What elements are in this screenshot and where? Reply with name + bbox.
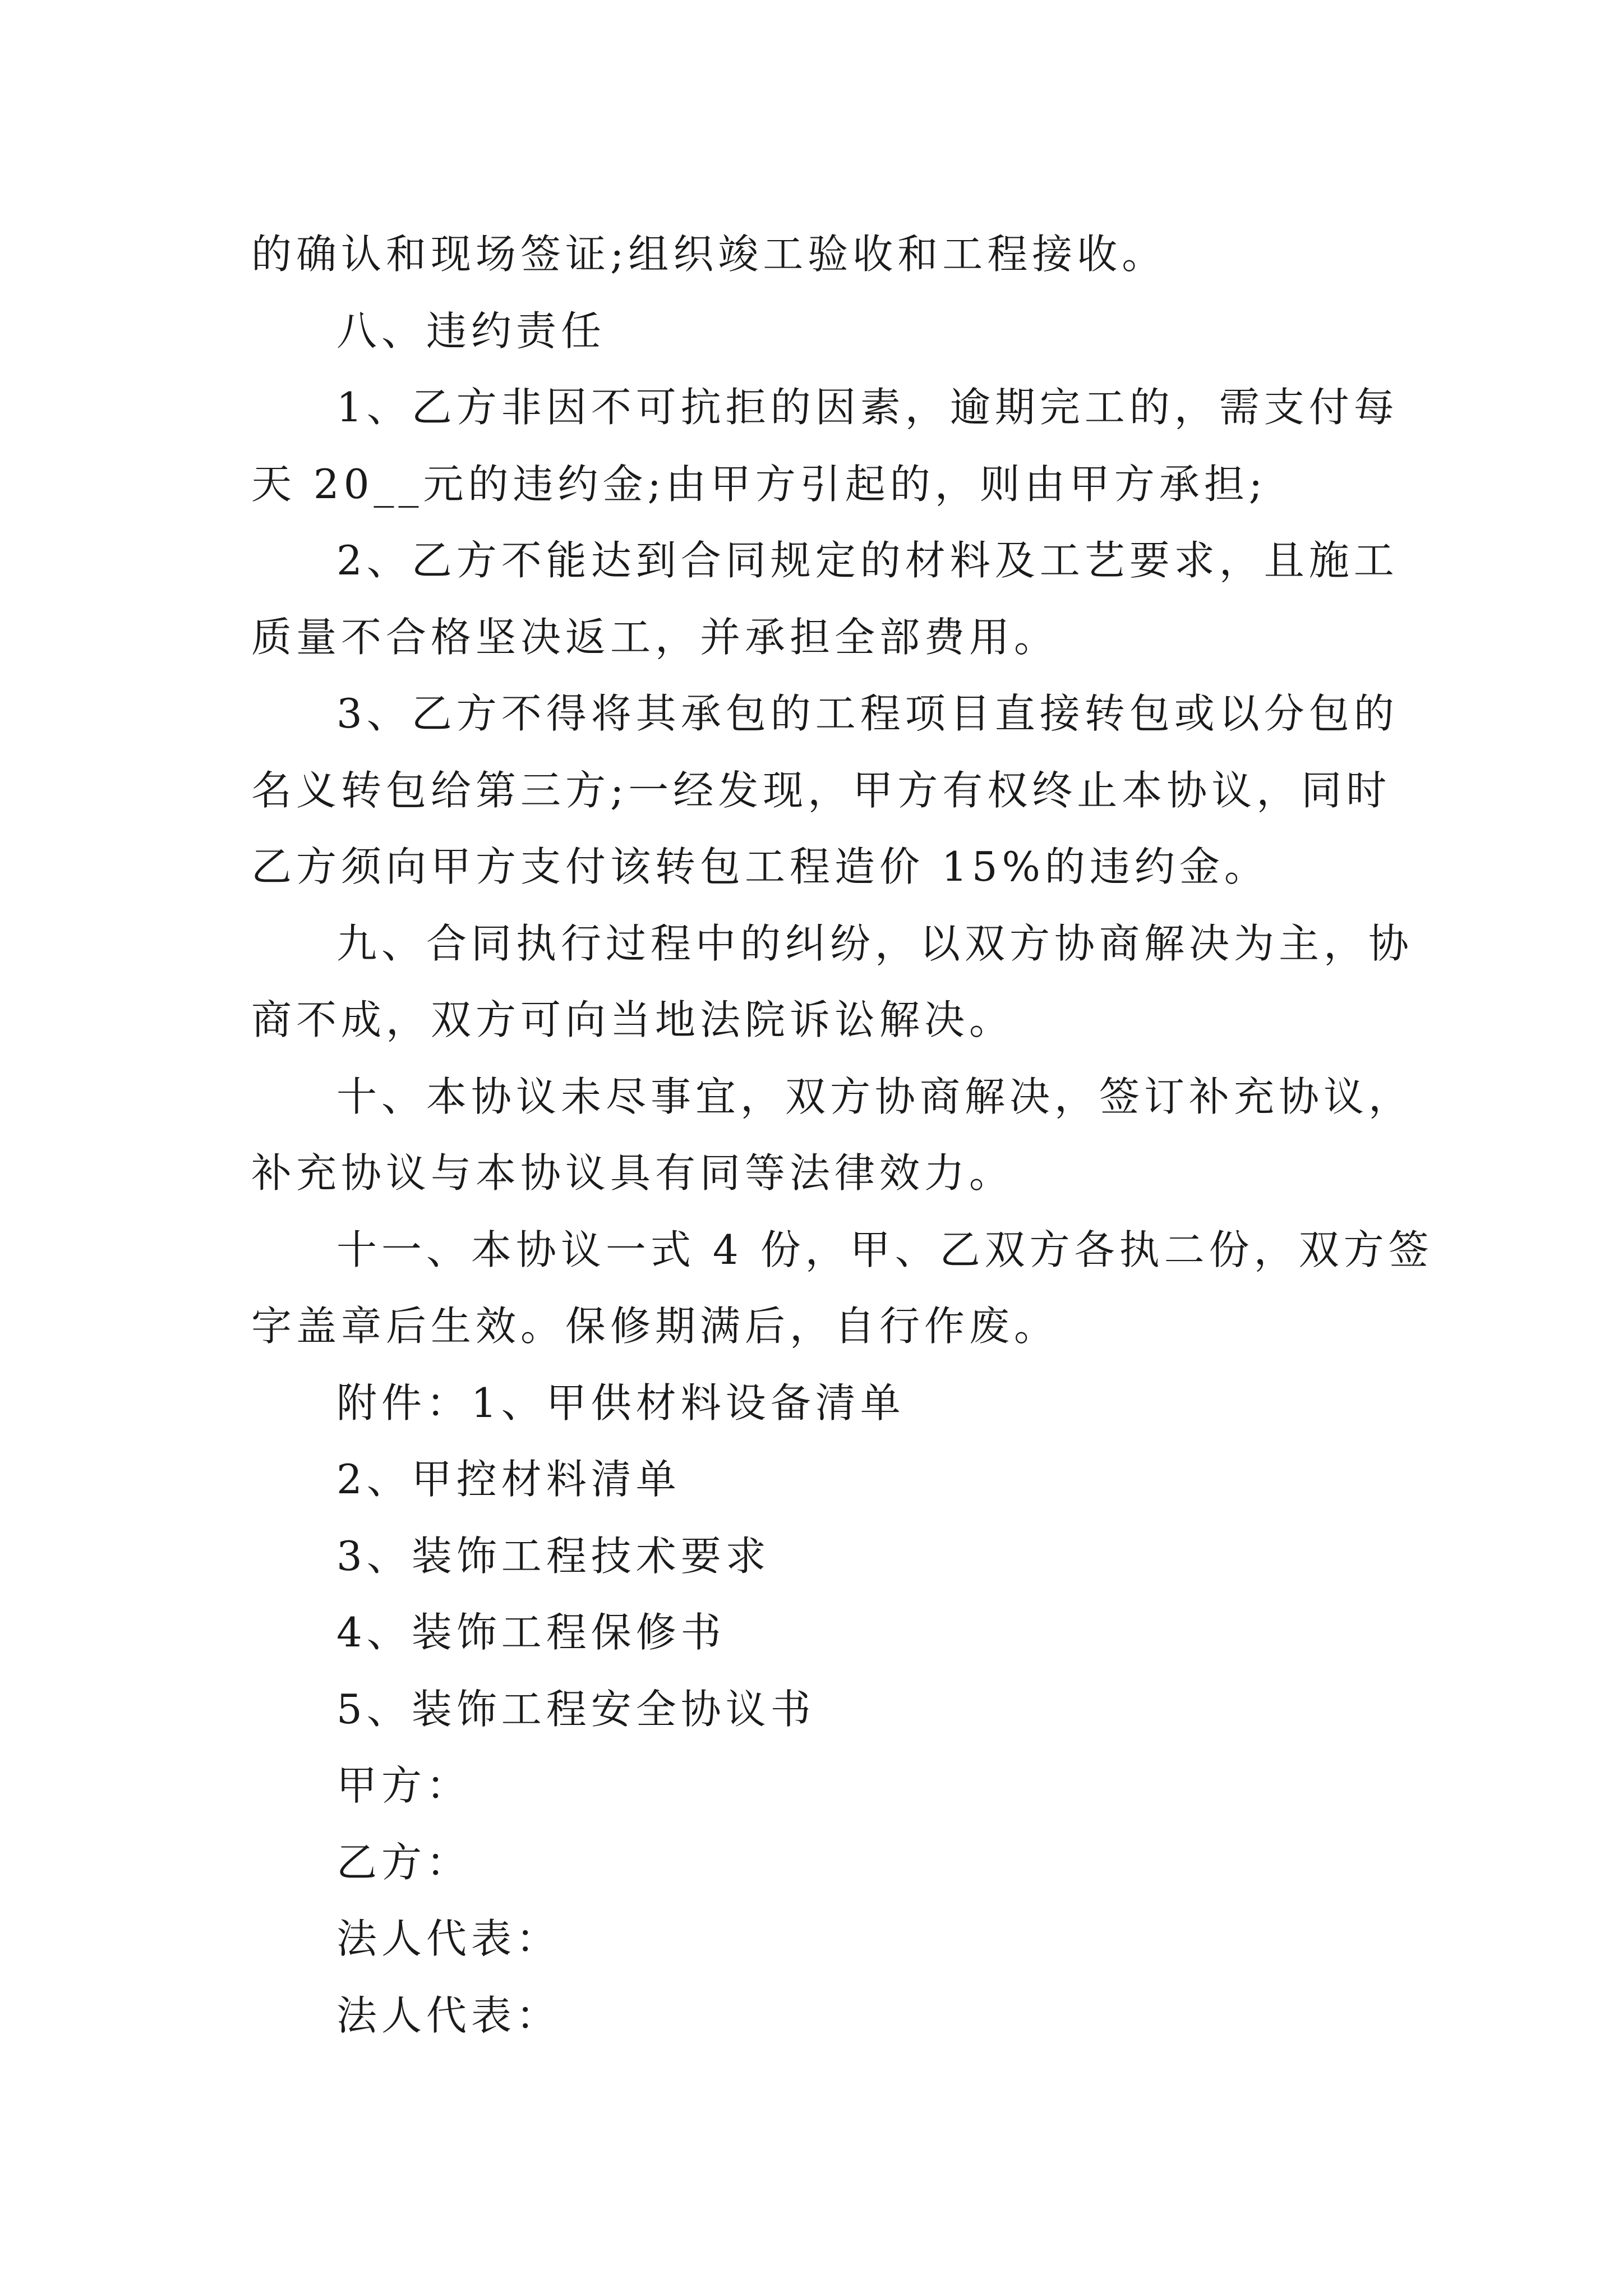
attachment-item: 3、装饰工程技术要求 bbox=[336, 1532, 771, 1580]
signature-party-b: 乙方： bbox=[336, 1838, 472, 1886]
text-line: 1、乙方非因不可抗拒的因素，逾期完工的，需支付每 bbox=[336, 384, 1399, 431]
signature-legal-rep: 法人代表： bbox=[336, 1915, 561, 1962]
text-line: 名义转包给第三方;一经发现，甲方有权终止本协议，同时 bbox=[251, 766, 1391, 814]
text-line: 天 20__元的违约金;由甲方引起的，则由甲方承担; bbox=[251, 460, 1267, 508]
section-dispute: 九、合同执行过程中的纠纷，以双方协商解决为主，协 bbox=[336, 919, 1414, 967]
section-copies: 十一、本协议一式 4 份，甲、乙双方各执二份，双方签 bbox=[336, 1226, 1433, 1273]
signature-legal-rep: 法人代表： bbox=[336, 1991, 561, 2039]
text-line: 字盖章后生效。保修期满后，自行作废。 bbox=[251, 1303, 1059, 1350]
attachment-item: 2、甲控材料清单 bbox=[336, 1456, 681, 1503]
text-line: 质量不合格坚决返工，并承担全部费用。 bbox=[251, 613, 1059, 661]
section-heading-breach: 八、违约责任 bbox=[336, 307, 606, 355]
text-line: 3、乙方不得将其承包的工程项目直接转包或以分包的 bbox=[336, 690, 1399, 737]
document-page bbox=[251, 216, 1433, 2054]
text-line: 的确认和现场签证;组织竣工验收和工程接收。 bbox=[251, 231, 1167, 278]
text-line: 补充协议与本协议具有同等法律效力。 bbox=[251, 1149, 1015, 1197]
attachment-item: 附件：1、甲供材料设备清单 bbox=[336, 1379, 905, 1427]
attachment-item: 5、装饰工程安全协议书 bbox=[336, 1685, 815, 1733]
section-supplement: 十、本协议未尽事宜，双方协商解决，签订补充协议， bbox=[336, 1073, 1414, 1120]
text-line: 乙方须向甲方支付该转包工程造价 15%的违约金。 bbox=[251, 843, 1269, 890]
text-line: 2、乙方不能达到合同规定的材料及工艺要求，且施工 bbox=[336, 537, 1399, 584]
text-line: 商不成，双方可向当地法院诉讼解决。 bbox=[251, 996, 1015, 1043]
signature-party-a: 甲方： bbox=[336, 1762, 472, 1809]
attachment-item: 4、装饰工程保修书 bbox=[336, 1609, 726, 1656]
